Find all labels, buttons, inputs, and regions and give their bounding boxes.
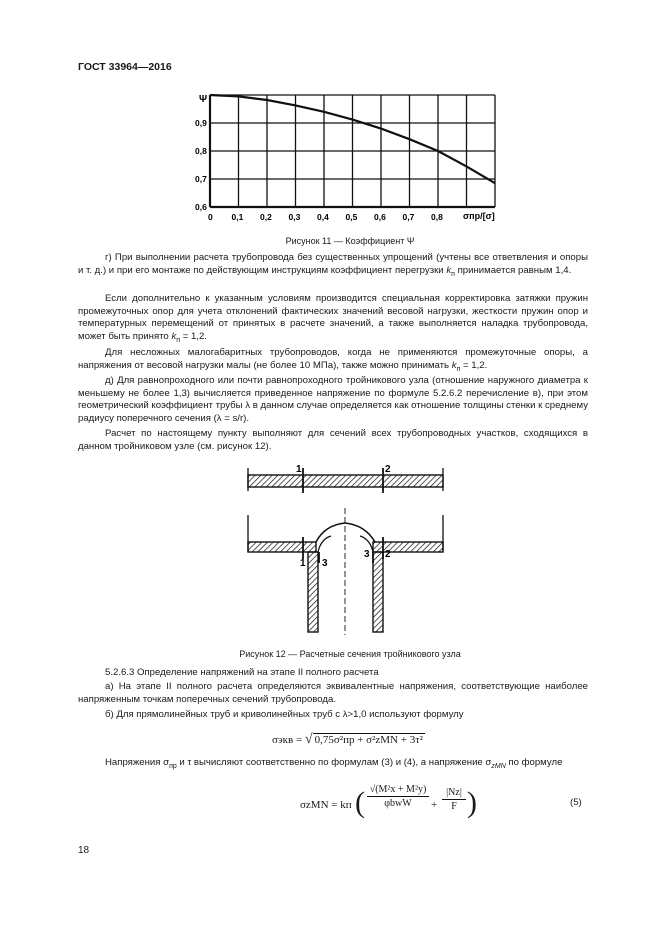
formula-number: (5) [570,797,582,808]
tee-junction-diagram [233,463,463,638]
x-tick-label: 0,2 [260,212,272,222]
formula-5-denominator-2: F [451,801,457,813]
formula-5-bracket-left: ( [355,786,365,819]
branch-wall-right [373,552,383,632]
section-label-3-left: 3 [322,558,328,569]
section-label-1-bottom: 1 [300,558,306,569]
x-tick-label: 0,5 [345,212,358,222]
formula-5-bracket-right: ) [467,786,477,819]
x-tick-label: 0 [208,212,213,222]
paragraph-correction: Если дополнительно к указанным условиям производится специальная корректировка затяжки пружин промежуточных опор для учета отклонений фактических значений весовой нагрузки, жесткости пружин опор и температурных перемещений от принятых в расчете значений, а также выполняется наладка трубопровода, может быть принято $k_п = 1,2$. [78,293,588,344]
paragraph-stresses: Напряжения $\sigma_{пр}$ и τ вычисляют соответственно по формулам (3) и (4), а напряжение $\sigma_{zMN}$ по формуле [105,757,563,770]
paragraph-d: д) Для равнопроходного или почти равнопроходного тройникового узла (отношение наружного диаметра к меньшему не более 1,3) вычисляется приведенное напряжение по формуле 5.2.6.2 перечисление в), при этом геометрический коэффициент трубы λ в данном случае определяется как отношение толщины стенки к среднему радиусу поперечного сечения (λ = s/r). [78,375,588,424]
x-tick-label: 0,7 [402,212,415,222]
document-header: ГОСТ 33964—2016 [78,61,172,73]
coefficient-chart [195,88,505,236]
x-tick-label: 0,1 [231,212,244,222]
x-tick-label: 0,8 [431,212,443,222]
section-label-2-top: 2 [385,464,391,475]
chart-y-label: Ψ [199,94,208,105]
paragraph-small-pipelines: Для несложных малогабаритных трубопроводов, когда не применяются промежуточные опоры, а напряжения от весовой нагрузки малы (не более 10 МПа), также можно принимать $k_п = 1,2$. [78,347,588,373]
formula-5-lhs: σzMN = kп [300,799,352,811]
formula-5-numerator-2: |Nz| [442,786,466,800]
paragraph-stage-ii: а) На этапе II полного расчета определяются эквивалентные напряжения, соответствующие наиболее напряженным точкам поперечных сечений трубопровода. [78,681,588,705]
section-label-3-right: 3 [364,549,370,560]
section-label-1-top: 1 [296,464,302,475]
paragraph-g: г) При выполнении расчета трубопровода без существенных упрощений (учтены все ответвления и опоры и т. д.) и при его монтаже по действующим инструкциям коэффициент перегрузки $k_п$ принимается равным 1,4. [78,252,588,278]
paragraph-calc-sections: Расчет по настоящему пункту выполняют для сечений всех трубопроводных участков, сходящихся в данном тройниковом узле (см. рисунок 12). [78,428,588,452]
x-tick-label: 0,6 [374,212,386,222]
y-tick-label: 0,8 [195,146,207,156]
page-number: 18 [78,845,90,856]
section-heading: 5.2.6.3 Определение напряжений на этапе II полного расчета [105,667,379,678]
formula-5-denominator: φbwW [384,798,412,810]
formula-5-numerator: √(M²x + M²y) [367,783,429,797]
formula-equivalent-stress: σэкв = √ 0,75σ²пр + σ²zMN + 3τ² [272,732,423,747]
top-pipe-wall [248,475,443,487]
section-label-2-bottom: 2 [385,549,391,560]
bottom-pipe-wall-left [248,542,316,552]
y-tick-label: 0,6 [195,202,207,212]
chart-grid [210,95,495,207]
chart-x-label: σпр/[σ] [463,211,495,221]
figure-12-caption: Рисунок 12 — Расчетные сечения тройникового узла [239,649,461,659]
branch-wall-left [308,552,318,632]
x-tick-label: 0,3 [288,212,301,222]
paragraph-straight-pipes: б) Для прямолинейных труб и криволинейных труб с λ>1,0 используют формулу [105,709,464,720]
figure-11-caption: Рисунок 11 — Коэффициент Ψ [285,236,415,246]
x-tick-label: 0,4 [317,212,329,222]
y-tick-label: 0,7 [195,174,207,184]
y-tick-label: 0,9 [195,118,207,128]
